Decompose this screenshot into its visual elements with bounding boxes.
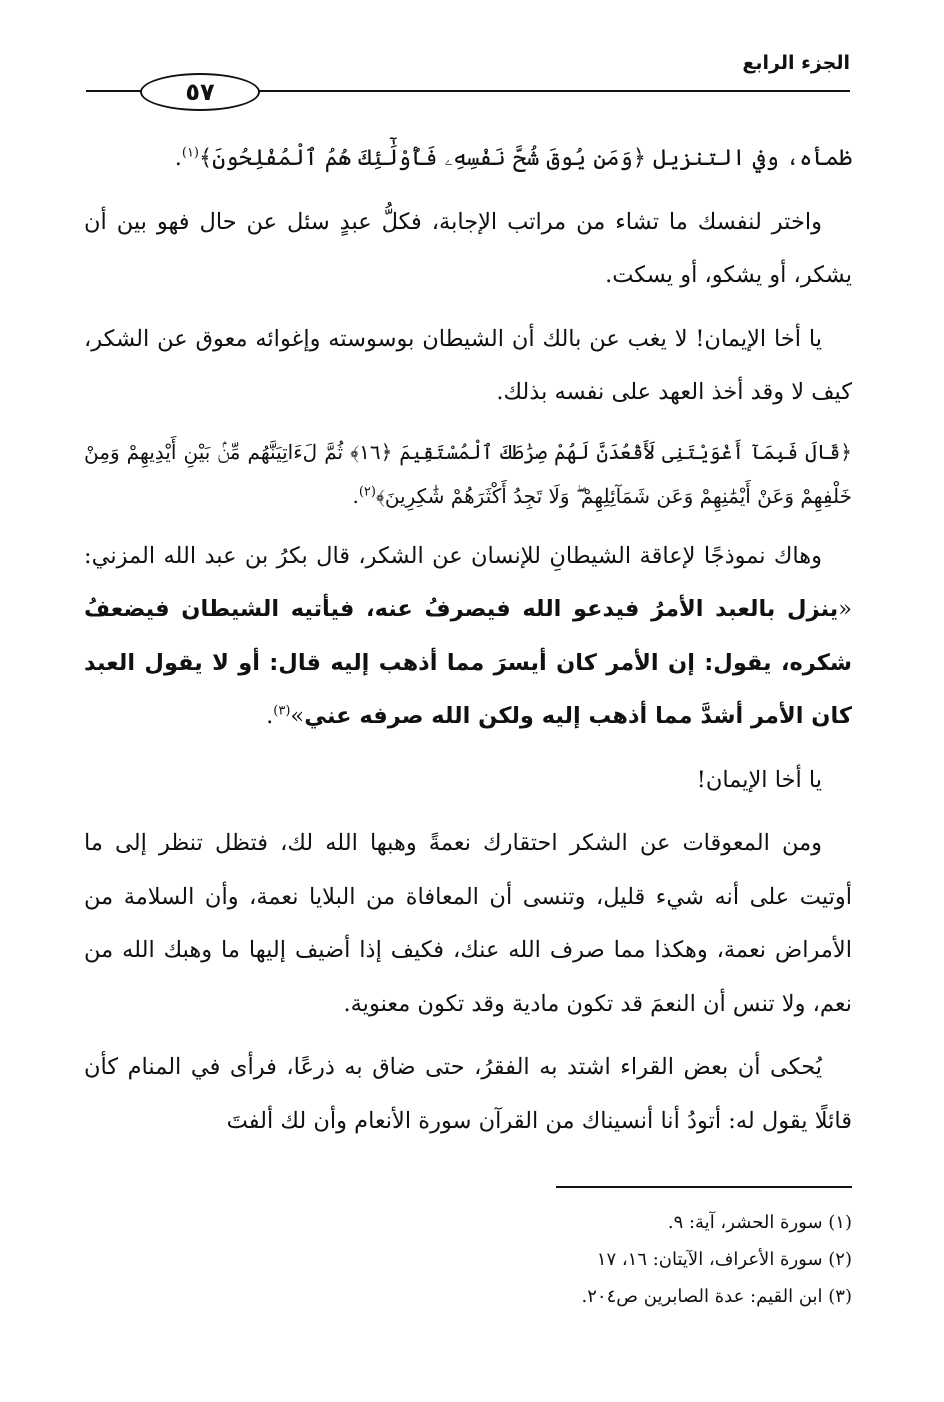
footnote-ref: (٢) (358, 483, 376, 499)
main-text (84, 132, 852, 1158)
footnote: (١) سورة الحشر، آية: ٩. (667, 1212, 852, 1233)
paragraph: واختر لنفسك ما تشاء من مراتب الإجابة، فكلُّ عبدٍ سئل عن حال فهو بين أن يشكر، أو يشكو، أو يسكت. (84, 208, 852, 288)
paragraph: يُحكى أن بعض القراء اشتد به الفقرُ، حتى ضاق به ذرعًا، فرأى في المنام كأن قائلًا يقول له: أتودُ أنا أنسيناك من القرآن سورة الأنعام وأن لك ألفتَ (84, 1054, 852, 1134)
paragraph-text: وهاك نموذجًا لإعاقة الشيطانِ للإنسان عن الشكر، قال بكرُ بن عبد الله المزني: « (84, 542, 852, 622)
footnote: (٣) ابن القيم: عدة الصابرين ص٢٠٤. (581, 1286, 852, 1307)
paragraph: يا أخا الإيمان! (696, 766, 822, 793)
paragraph-text: ظمأه، وفي التنزيل ﴿وَمَن يُوقَ شُحَّ نَفْسِهِۦ فَأُوْلَٰٓئِكَ هُمُ ٱلْمُفْلِحُونَ﴾ (199, 145, 852, 171)
paragraph: يا أخا الإيمان! لا يغب عن بالك أن الشيطان بوسوسته وإغوائه معوق عن الشكر، كيف لا وقد أخذ العهد على نفسه بذلك. (84, 325, 852, 405)
punctuation: . (352, 483, 359, 508)
paragraph (84, 132, 852, 186)
footnote-separator (556, 1186, 852, 1188)
page-number: ٥٧ (140, 73, 260, 111)
footnotes (352, 1204, 852, 1315)
quran-quote (84, 430, 852, 518)
paragraph (84, 530, 852, 744)
part-title: الجزء الرابع (742, 52, 850, 74)
punctuation: » (290, 703, 305, 729)
paragraph: ومن المعوقات عن الشكر احتقارك نعمةً وهبها الله لك، فتظل تنظر إلى ما أوتيت على أنه شيء قليل، وتنسى أن المعافاة من البلايا نعمة، وأن السلامة من الأمراض نعمة، وهكذا مما صرف الله عنك، فكيف إذا أضيف إليها ما وهبك الله من نعم، ولا تنس أن النعمَ قد تكون مادية وقد تكون معنوية. (84, 830, 852, 1017)
page-header (86, 52, 850, 112)
footnote: (٢) سورة الأعراف، الآيتان: ١٦، ١٧ (596, 1249, 852, 1270)
punctuation: . (174, 145, 182, 171)
footnote-ref: (٣) (273, 703, 291, 719)
punctuation: . (266, 703, 274, 729)
quote-text: ﴿قَالَ فَبِمَآ أَغْوَيْتَنِى لَأَقْعُدَنَّ لَهُمْ صِرَٰطَكَ ٱلْمُسْتَقِيمَ ﴿١٦﴾ ثُمَّ لَءَاتِيَنَّهُم مِّنۢ بَيْنِ أَيْدِيهِمْ وَمِنْ خَلْفِهِمْ وَعَنْ أَيْمَٰنِهِمْ وَعَن شَمَآئِلِهِمْ ۖ وَلَا تَجِدُ أَكْثَرَهُمْ شَٰكِرِينَ﴾ (84, 439, 852, 508)
footnote-ref: (١) (181, 145, 199, 161)
bold-quote: ينزل بالعبد الأمرُ فيدعو الله فيصرفُ عنه، فيأتيه الشيطان فيضعفُ شكره، يقول: إن الأمر كان أيسرَ مما أذهب إليه قال: أو لا يقول العبد كان الأمر أشدَّ مما أذهب إليه ولكن الله صرفه عني (84, 596, 852, 729)
